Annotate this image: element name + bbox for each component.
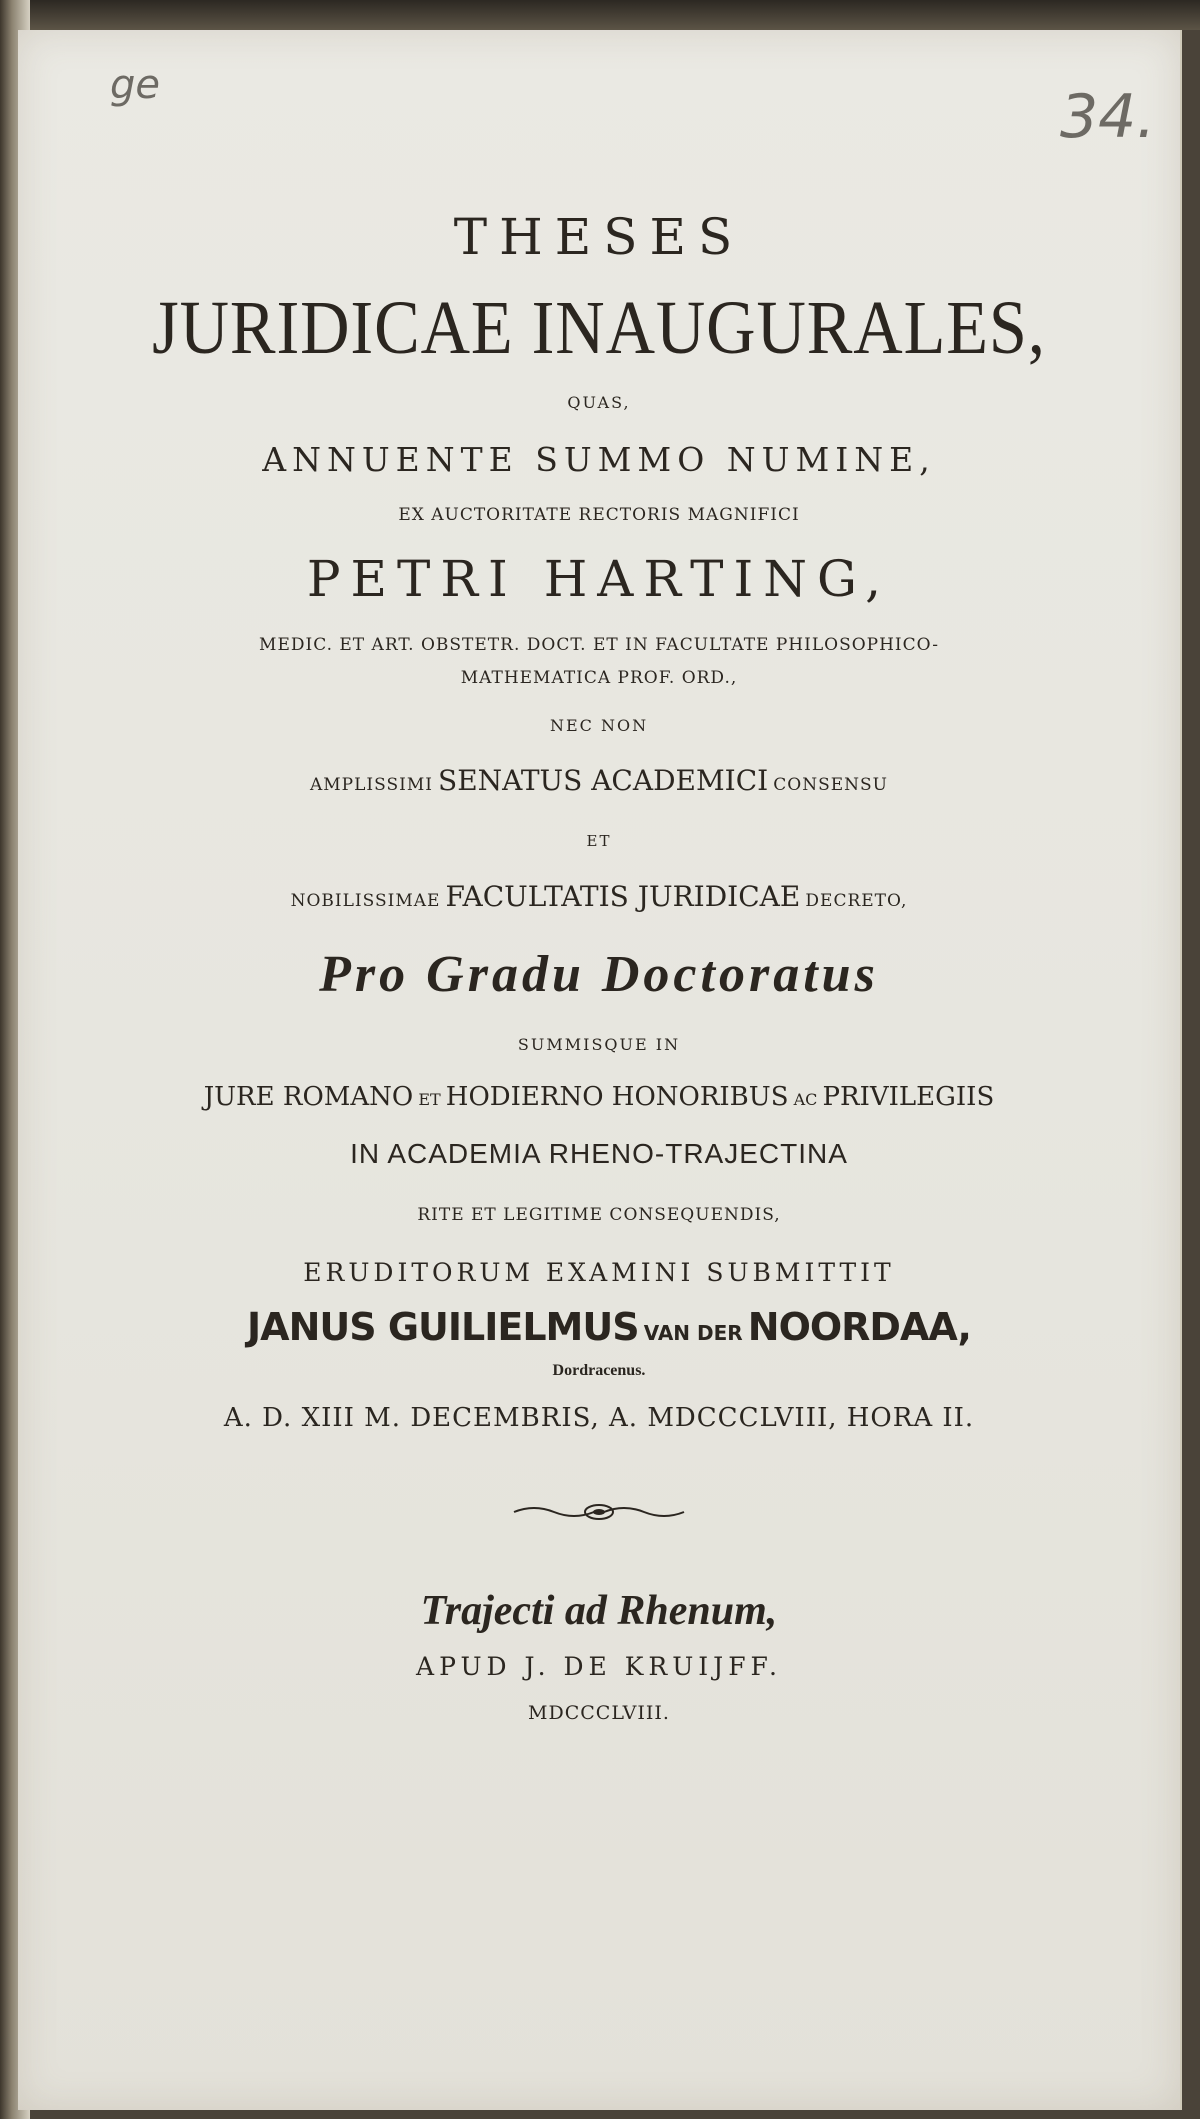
date-line: A. D. XIII M. DECEMBRIS, A. MDCCCLVIII, HORA II. [223,1403,975,1433]
author-forename: JANUS GUILIELMUS [247,1305,639,1349]
facultatis-prefix: NOBILISSIMAE [290,891,441,911]
rector-title-line-1: MEDIC. ET ART. OBSTETR. DOCT. ET IN FACULTATE PHILOSOPHICO- [259,635,939,655]
quas-line: QUAS, [567,393,631,412]
origin-line: Dordracenus. [552,1362,646,1379]
rector-title-line-2: MATHEMATICA PROF. ORD., [460,668,738,688]
ornament-divider [18,1500,1180,1524]
rector-name: PETRI HARTING, [306,550,892,608]
jure-line [18,1082,1180,1112]
facultatis-suffix: DECRETO, [805,891,908,911]
ex-auctoritate-line: EX AUCTORITATE RECTORIS MAGNIFICI [398,505,800,525]
imprint-publisher: APUD J. DE KRUIJFF. [416,1652,782,1681]
title-line-1: THESES [453,208,745,266]
jure-c: HODIERNO HONORIBUS [445,1082,789,1112]
annuente-line: ANNUENTE SUMMO NUMINE, [262,440,936,479]
facultatis-main: FACULTATIS JURIDICAE [445,880,801,913]
author-line [28,1305,1190,1349]
rite-line: RITE ET LEGITIME CONSEQUENDIS, [417,1205,781,1225]
ornament-icon [509,1500,689,1524]
senatus-line [18,764,1180,797]
pro-gradu-line: Pro Gradu Doctoratus [319,946,879,1003]
summisque-line: SUMMISQUE IN [517,1035,681,1054]
imprint-year: MDCCCLVIII. [528,1702,670,1724]
book-top-edge [0,0,1200,30]
jure-b: ET [418,1090,441,1109]
jure-a: JURE ROMANO [203,1082,414,1112]
academia-line: IN ACADEMIA RHENO-TRAJECTINA [350,1138,848,1169]
pencil-annotation: ge [110,62,160,108]
senatus-prefix: AMPLISSIMI [309,775,433,795]
title-page [18,30,1182,2110]
facultatis-line [18,880,1180,913]
senatus-suffix: CONSENSU [773,775,889,795]
jure-d: AC [793,1090,818,1109]
eruditorum-line: ERUDITORUM EXAMINI SUBMITTIT [303,1258,895,1287]
imprint-place: Trajecti ad Rhenum, [420,1588,778,1634]
nec-non-line: NEC NON [549,716,649,735]
author-particle: VAN DER [643,1321,743,1345]
senatus-main: SENATUS ACADEMICI [438,764,769,797]
et-line: ET [586,832,612,850]
title-line-2: JURIDICAE INAUGURALES, [152,286,1046,370]
author-surname: NOORDAA, [747,1305,971,1349]
jure-e: PRIVILEGIIS [822,1082,995,1112]
page-number-annotation: 34. [1060,82,1156,152]
